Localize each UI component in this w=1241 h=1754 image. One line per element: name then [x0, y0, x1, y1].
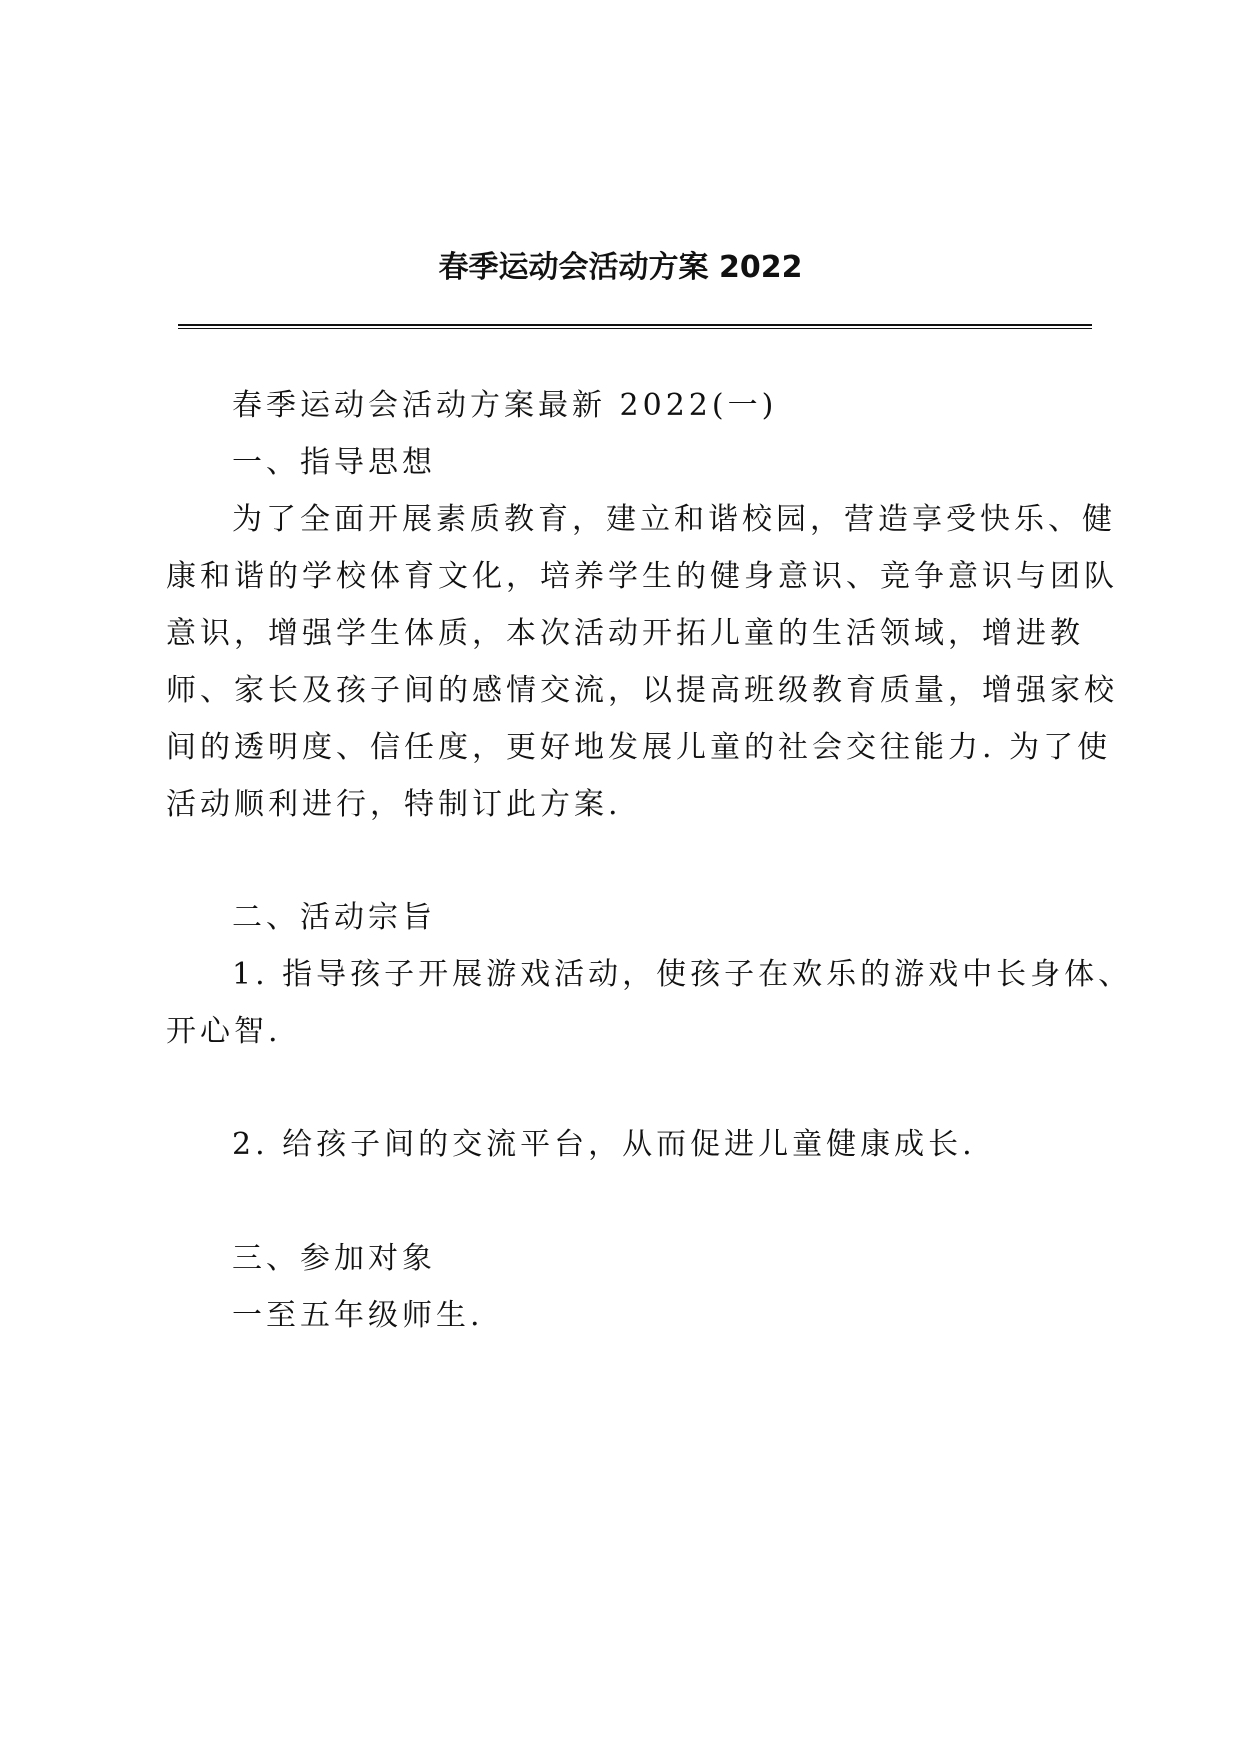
paragraph-line: 2. 给孩子间的交流平台，从而促进儿童健康成长.	[232, 1127, 976, 1162]
document-subtitle: 春季运动会活动方案最新 2022(一)	[232, 388, 778, 423]
paragraph-line: 康和谐的学校体育文化，培养学生的健身意识、竞争意识与团队	[166, 559, 1118, 594]
paragraph-line: 师、家长及孩子间的感情交流，以提高班级教育质量，增强家校	[166, 673, 1118, 708]
section-heading-guiding-ideology: 一、指导思想	[232, 445, 436, 480]
paragraph-line: 一至五年级师生.	[232, 1298, 484, 1333]
paragraph-line: 意识，增强学生体质，本次活动开拓儿童的生活领域，增进教	[166, 616, 1084, 651]
paragraph-line: 开心智.	[166, 1014, 282, 1049]
paragraph-line: 1. 指导孩子开展游戏活动，使孩子在欢乐的游戏中长身体、	[232, 957, 1133, 992]
section-heading-activity-purpose: 二、活动宗旨	[232, 900, 436, 935]
title-double-rule	[178, 324, 1092, 329]
paragraph-line: 间的透明度、信任度，更好地发展儿童的社会交往能力. 为了使	[166, 730, 1112, 765]
paragraph-line: 为了全面开展素质教育，建立和谐校园，营造享受快乐、健	[232, 502, 1116, 537]
section-heading-participants: 三、参加对象	[232, 1241, 436, 1276]
document-title: 春季运动会活动方案 2022	[438, 250, 803, 285]
paragraph-line: 活动顺利进行，特制订此方案.	[166, 787, 622, 822]
